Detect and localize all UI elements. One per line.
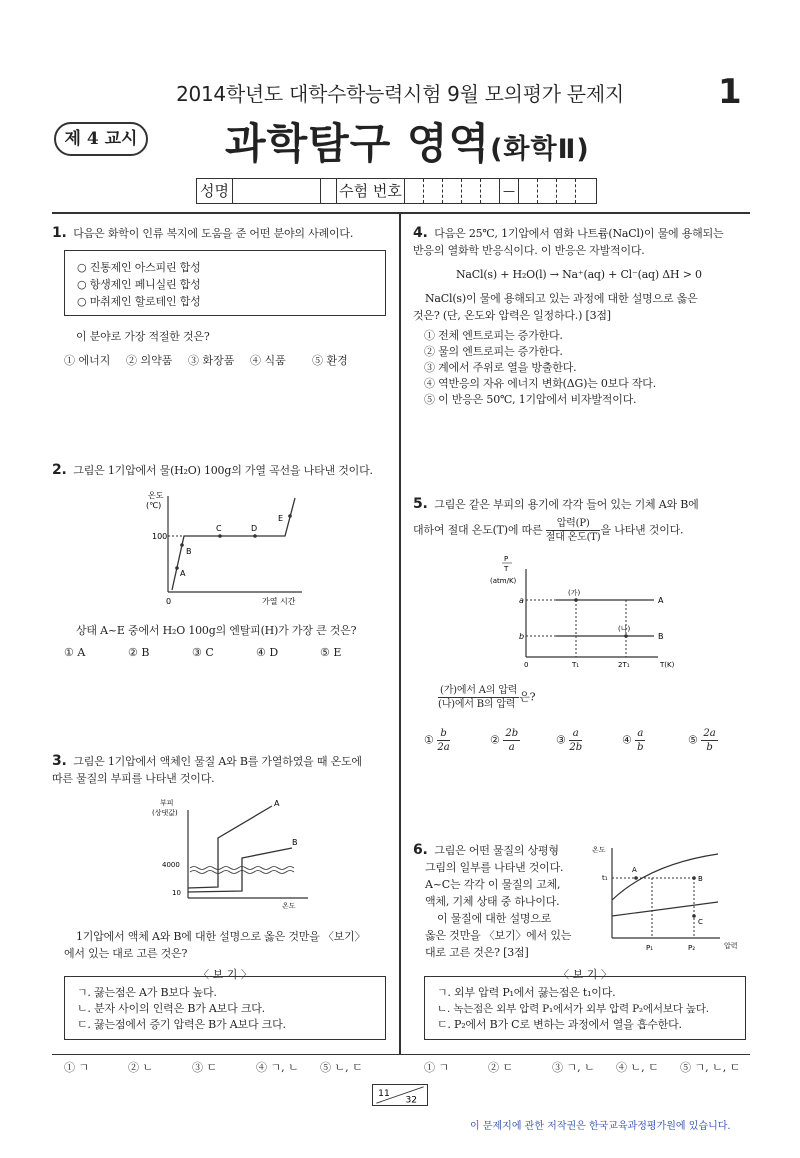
q1-info-box [64,250,386,316]
choice[interactable]: ③ ㄱ, ㄴ [552,1061,595,1074]
page-total: 32 [405,1095,418,1106]
x-label: 가열 시간 [262,597,296,606]
point-D [253,534,257,538]
series-A [188,806,272,888]
q6-bogi-header: 〈 보 기 〉 [558,968,612,981]
choice[interactable]: ③ 계에서 주위로 열을 방출한다. [424,361,577,374]
label-D: D [251,524,258,533]
q3-ask [64,928,394,962]
question-3 [52,753,392,787]
x-label: T(K) [660,661,675,669]
subject-title [225,111,590,171]
point-na [624,634,628,638]
subject-sub: (화학Ⅱ) [490,134,590,165]
label-A: A [180,569,186,578]
choice[interactable]: ② ㄴ [128,1061,154,1074]
exam-no-label: 수험 번호 [337,179,405,203]
q5-choices [424,727,754,754]
choice[interactable]: ④ 역반응의 자유 에너지 변화(ΔG)는 0보다 작다. [424,377,657,390]
q4-ask [413,290,753,324]
label-B: B [698,875,703,883]
choice[interactable]: ③ C [192,646,214,659]
question-5 [413,496,753,544]
point-B [180,543,184,547]
name-label: 성명 [197,179,233,203]
q3-bogi-header: 〈 보 기 〉 [198,968,252,981]
q1-item: ○ 진통제인 아스피린 합성 [77,261,201,274]
q1-item: ○ 마취제인 할로테인 합성 [77,295,201,308]
y-label: 온도 [592,846,606,854]
q6-stem-line: A~C는 각각 이 물질의 고체, [425,878,561,891]
tick-t1: t₁ [602,874,608,882]
choice[interactable]: ③ 화장품 [188,354,235,367]
subject-main: 과학탐구 영역 [225,119,491,168]
choice-frac [635,727,645,754]
choice[interactable]: ⑤ 이 반응은 50℃, 1기압에서 비자발적이다. [424,393,637,406]
name-field[interactable] [233,179,321,203]
y-label-1: 부피 [160,799,174,807]
q4-ask-1: NaCl(s)이 물에 용해되고 있는 과정에 대한 설명으로 옳은 [425,292,698,305]
q3-ask-2: 에서 있는 대로 고른 것은? [64,947,188,960]
tick-2T1: 2T₁ [618,661,630,669]
exam-no-dash: — [500,179,519,203]
q2-ask: 상태 A~E 중에서 H₂O 100g의 엔탈피(H)가 가장 큰 것은? [76,624,357,637]
label-C: C [698,918,703,926]
choice[interactable]: ① 전체 엔트로피는 증가한다. [424,329,563,342]
q6-phase-diagram [590,840,750,956]
frac-den: 절대 온도(T) [545,532,601,543]
tick-T1: T₁ [572,661,580,669]
point-A [634,876,638,880]
q6-stem-line: 그림의 일부를 나타낸 것이다. [425,861,564,874]
question-1 [52,225,392,242]
tick-0: 0 [524,661,529,669]
exam-no-cell[interactable] [519,179,538,203]
point-A [175,566,179,570]
frac-num: a [637,728,644,739]
choice-mark: ② [490,733,500,747]
frac-num: b [437,727,449,741]
choice[interactable]: ⑤ ㄴ, ㄷ [320,1061,363,1074]
q4-ask-2: 것은? (단, 온도와 압력은 일정하다.) [3점] [413,309,611,322]
choice[interactable] [622,727,688,754]
q4-stem-1: 다음은 25℃, 1기압에서 염화 나트륨(NaCl)이 물에 용해되는 [434,227,724,240]
column-divider [399,214,401,1054]
q6-stem-line: 옳은 것만을 〈보기〉에서 있는 [425,929,572,942]
exam-no-cell[interactable] [443,179,462,203]
q3-stem-2: 따른 물질의 부피를 나타낸 것이다. [52,772,215,785]
point-ga [574,598,578,602]
exam-no-cell[interactable] [576,179,596,203]
label-ga: (가) [568,589,581,597]
x-label: 압력 [724,942,738,950]
y-label-num: P [504,555,509,563]
tick-10: 10 [172,889,181,897]
choice[interactable]: ④ ㄴ, ㄷ [616,1061,659,1074]
frac-num: 2a [703,728,716,739]
choice[interactable]: ④ D [256,646,279,659]
frac-den: b [706,742,713,753]
choice-frac [569,727,582,754]
choice-mark: ⑤ [688,733,698,747]
choice[interactable]: ⑤ 환경 [312,354,348,367]
choice-frac [701,727,717,754]
choice[interactable]: ② 물의 엔트로피는 증가한다. [424,345,563,358]
q4-stem-2: 반응의 열화학 반응식이다. 이 반응은 자발적이다. [413,244,645,257]
q6-bogi-box [424,976,746,1040]
q1-stem: 다음은 화학이 인류 복지에 도움을 준 어떤 분야의 사례이다. [73,227,354,240]
choice[interactable]: ① A [64,646,86,659]
frac-num: 2b [505,728,519,739]
statement: ㄴ. 녹는점은 외부 압력 P₁에서가 외부 압력 P₂에서보다 높다. [437,1003,709,1015]
frac-num: 압력(P) [546,517,601,531]
q1-ask: 이 분야로 가장 적절한 것은? [76,330,210,343]
choice[interactable]: ② ㄷ [488,1061,514,1074]
q4-choices [424,328,656,408]
heating-curve [172,498,295,590]
exam-no-cell[interactable] [481,179,500,203]
choice[interactable] [490,727,556,754]
q5-stem-1: 그림은 같은 부피의 용기에 각각 들어 있는 기체 A와 B에 [434,498,699,511]
q6-stem-line: 액체, 기체 상태 중 하나이다. [425,895,560,908]
q1-item: ○ 항생제인 페니실린 합성 [77,278,201,291]
choice[interactable]: ⑤ ㄱ, ㄴ, ㄷ [680,1061,741,1074]
exam-no-cell[interactable] [538,179,557,203]
y-label-1: 온도 [148,491,164,500]
frac-den: a [508,742,515,753]
point-E [288,514,292,518]
q-number: 3. [52,753,67,769]
q3-volume-graph [148,796,318,914]
frac-den: 2a [437,742,450,753]
q5-stem-2a: 대하여 절대 온도(T)에 따른 [413,523,543,537]
statement: ㄴ. 분자 사이의 인력은 B가 A보다 크다. [77,1002,265,1015]
point-C [692,914,696,918]
q6-stem-line: 그림은 어떤 물질의 상평형 [434,844,559,857]
question-4 [413,225,753,259]
choice[interactable]: ① ㄱ [64,1061,90,1074]
statement: ㄷ. 끓는점에서 증기 압력은 B가 A보다 크다. [77,1018,286,1031]
q6-stem-line: 대로 고른 것은? [3점] [425,946,529,959]
q3-bogi-box [64,976,386,1040]
tick-P1: P₁ [646,944,654,952]
q4-equation: NaCl(s) + H₂O(l) → Na⁺(aq) + Cl⁻(aq) ΔH > 0 [456,268,702,281]
page-number-box [372,1084,428,1106]
point-C [218,534,222,538]
tick-0: 0 [166,597,172,606]
choice[interactable]: ⑤ E [320,646,342,659]
q3-stem-1: 그림은 1기압에서 액체인 물질 A와 B를 가열하였을 때 온도에 [73,755,362,768]
q5-graph [488,553,698,673]
id-gap [321,179,337,203]
fusion-curve [612,902,718,916]
label-B: B [658,632,664,641]
choice-mark: ③ [556,733,566,747]
choice[interactable]: ① 에너지 [64,354,111,367]
question-2 [52,462,392,479]
label-na: (나) [618,625,631,633]
tick-P2: P₂ [688,944,696,952]
q5-ask [438,684,535,711]
q3-choices [64,1059,384,1075]
exam-no-cell[interactable] [462,179,481,203]
y-label-2: (℃) [146,501,162,510]
exam-title: 2014학년도 대학수학능력시험 9월 모의평가 문제지 [176,82,624,106]
q6-choices [424,1059,750,1075]
exam-no-cell[interactable] [557,179,576,203]
session-badge: 제 4 교시 [54,122,148,156]
choice[interactable] [688,727,754,754]
tick-100: 100 [152,532,168,541]
choice-frac [437,727,449,754]
q5-stem-2b: 을 나타낸 것이다. [600,523,684,537]
y-label-den: T [504,565,509,573]
label-B: B [186,547,192,556]
series-B [188,848,292,892]
q2-stem: 그림은 1기압에서 물(H₂O) 100g의 가열 곡선을 나타낸 것이다. [73,464,373,477]
tick-b: b [519,632,525,641]
choice[interactable]: ② B [128,646,150,659]
tick-a: a [519,596,524,605]
exam-no-cell[interactable] [405,179,424,203]
q2-choices [64,646,384,659]
y-label-2: (상댓값) [152,809,178,817]
ask-num: (가)에서 A의 압력 [440,685,518,696]
choice-frac [503,727,520,754]
choice[interactable]: ② 의약품 [126,354,173,367]
top-rule [52,212,750,214]
choice-mark: ① [424,733,434,747]
q5-ask-tail: 은? [519,690,536,704]
choice[interactable]: ④ 식품 [250,354,286,367]
frac-den: 2b [569,742,583,753]
q3-ask-1: 1기압에서 액체 A와 B에 대한 설명으로 옳은 것만을 〈보기〉 [76,930,366,943]
label-A: A [632,866,637,874]
q-number: 2. [52,462,67,478]
choice[interactable] [424,727,490,754]
label-A: A [274,799,280,808]
label-B: B [292,838,298,847]
q-number: 1. [52,225,67,241]
tick-4000: 4000 [162,861,180,869]
frac-den: b [637,742,644,753]
choice[interactable]: ① ㄱ [424,1061,450,1074]
y-unit: (atm/K) [490,577,517,585]
q-number: 4. [413,225,428,241]
statement: ㄱ. 외부 압력 P₁에서 끓는점은 t₁이다. [437,986,616,999]
q-number: 6. [413,842,428,858]
statement: ㄷ. P₂에서 B가 C로 변하는 과정에서 열을 흡수한다. [437,1018,682,1031]
q5-fraction [546,517,601,544]
label-C: C [216,524,222,533]
choice[interactable] [556,727,622,754]
choice-mark: ④ [622,733,632,747]
frac-num: a [569,727,582,741]
bottom-rule [52,1054,750,1055]
label-A: A [658,596,664,605]
q2-heating-curve [140,488,320,610]
label-E: E [278,514,284,523]
page-current: 11 [378,1088,390,1099]
q-number: 5. [413,496,428,512]
point-B [692,876,696,880]
choice[interactable]: ④ ㄱ, ㄴ [256,1061,299,1074]
copyright-notice: 이 문제지에 관한 저작권은 한국교육과정평가원에 있습니다. [470,1121,731,1132]
exam-no-cell[interactable] [424,179,443,203]
x-label: 온도 [282,902,296,910]
q1-choices [64,352,384,368]
id-box [196,178,597,204]
q5-ask-fraction [438,684,519,711]
ask-den: (나)에서 B의 압력 [438,699,516,710]
page-corner-number: 1 [718,72,742,112]
statement: ㄱ. 끓는점은 A가 B보다 높다. [77,986,217,999]
q6-stem-line: 이 물질에 대한 설명으로 [437,912,552,925]
question-6 [413,842,598,961]
choice[interactable]: ③ ㄷ [192,1061,218,1074]
